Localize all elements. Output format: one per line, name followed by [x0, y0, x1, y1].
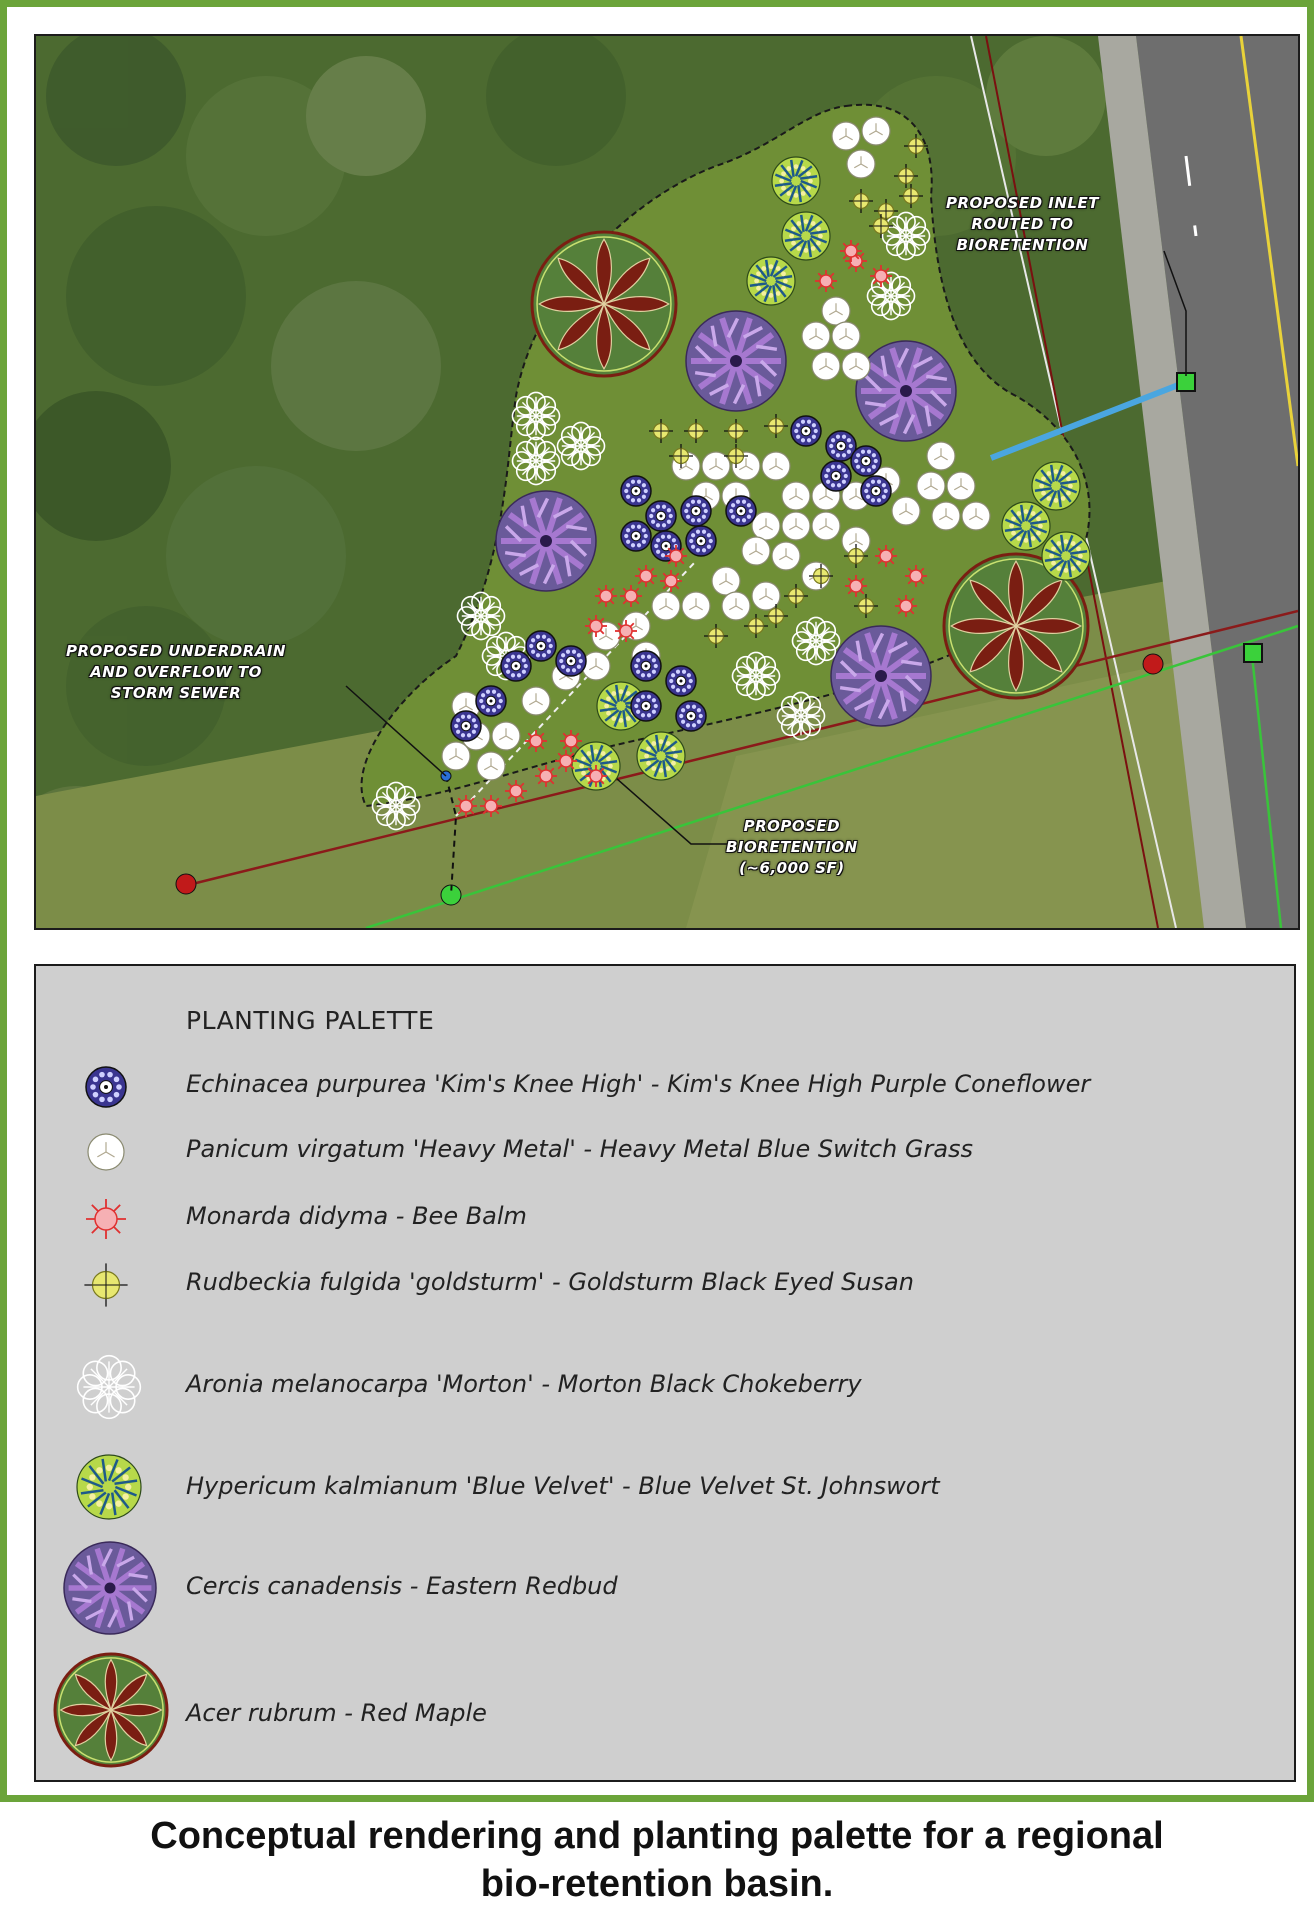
callout-proposed-underdrain: [66, 641, 286, 704]
purple-coneflower-icon: [686, 526, 716, 556]
callout-proposed-bioretention: [726, 816, 858, 879]
purple-coneflower-icon: [851, 446, 881, 476]
bee-balm-icon: [620, 585, 642, 607]
st-johnswort-icon: [1032, 462, 1080, 510]
bee-balm-icon: [560, 730, 582, 752]
bee-balm-icon: [840, 240, 862, 262]
caption-line: bio-retention basin.: [480, 1863, 834, 1905]
legend-label: Acer rubrum - Red Maple: [186, 1699, 487, 1727]
callout-proposed-inlet: [946, 193, 1099, 256]
purple-coneflower-icon: [821, 461, 851, 491]
legend-label: Panicum virgatum 'Heavy Metal' - Heavy Metal Blue Switch Grass: [186, 1135, 974, 1163]
switch-grass-icon: [772, 542, 800, 570]
switch-grass-icon: [832, 322, 860, 350]
bee-balm-icon: [585, 615, 607, 637]
st-johnswort-icon: [782, 212, 830, 260]
switch-grass-icon: [582, 652, 610, 680]
switch-grass-icon: [722, 592, 750, 620]
legend-label: Aronia melanocarpa 'Morton' - Morton Black Chokeberry: [186, 1370, 862, 1398]
callout-line: (~6,000 SF): [739, 859, 845, 877]
purple-coneflower-icon: [631, 691, 661, 721]
manhole-structure: [1244, 644, 1262, 662]
chokeberry-icon: [792, 617, 839, 664]
chokeberry-icon: [512, 437, 559, 484]
planting-palette-legend: [34, 964, 1296, 1782]
callout-line: PROPOSED: [743, 817, 841, 835]
switch-grass-icon: [962, 502, 990, 530]
purple-coneflower-icon: [791, 416, 821, 446]
redbud-icon: [686, 311, 786, 411]
switch-grass-icon: [752, 512, 780, 540]
switch-grass-icon: [947, 472, 975, 500]
legend-item: [36, 1651, 1236, 1771]
purple-coneflower-icon: [646, 501, 676, 531]
switch-grass-icon: [932, 502, 960, 530]
switch-grass-icon: [862, 117, 890, 145]
purple-coneflower-icon: [526, 631, 556, 661]
switch-grass-icon: [682, 592, 710, 620]
redbud-icon: [60, 1538, 160, 1638]
black-eyed-susan-icon: [81, 1260, 131, 1310]
legend-label: Rudbeckia fulgida 'goldsturm' - Goldsturm Black Eyed Susan: [186, 1268, 914, 1296]
callout-line: PROPOSED INLET: [946, 194, 1099, 212]
switch-grass-icon: [442, 742, 470, 770]
legend-title: PLANTING PALETTE: [186, 1006, 435, 1035]
legend-item: [36, 1056, 1236, 1116]
red-maple-icon: [52, 1651, 170, 1769]
redbud-icon: [831, 626, 931, 726]
legend-label: Hypericum kalmianum 'Blue Velvet' - Blue Velvet St. Johnswort: [186, 1472, 940, 1500]
purple-coneflower-icon: [681, 496, 711, 526]
switch-grass-icon: [712, 567, 740, 595]
legend-item: [36, 1346, 1236, 1426]
legend-label: Echinacea purpurea 'Kim's Knee High' - Kim's Knee High Purple Coneflower: [186, 1070, 1091, 1098]
switch-grass-icon: [782, 482, 810, 510]
purple-coneflower-icon: [631, 651, 661, 681]
purple-coneflower-icon: [476, 686, 506, 716]
purple-coneflower-icon: [451, 711, 481, 741]
purple-coneflower-icon: [621, 521, 651, 551]
switch-grass-icon: [822, 297, 850, 325]
switch-grass-icon: [742, 537, 770, 565]
caption-line: Conceptual rendering and planting palette for a regional: [150, 1815, 1164, 1857]
callout-line: STORM SEWER: [110, 684, 242, 702]
bee-balm-icon: [665, 545, 687, 567]
callout-line: AND OVERFLOW TO: [90, 663, 262, 681]
chokeberry-icon: [512, 392, 559, 439]
purple-coneflower-icon: [861, 476, 891, 506]
bee-balm-icon: [525, 730, 547, 752]
bee-balm-icon: [81, 1194, 131, 1244]
legend-item: [36, 1538, 1236, 1638]
switch-grass-icon: [477, 752, 505, 780]
bee-balm-icon: [555, 750, 577, 772]
legend-item: [36, 1188, 1236, 1248]
sewer-manhole: [1143, 654, 1163, 674]
bee-balm-icon: [870, 265, 892, 287]
purple-coneflower-icon: [621, 476, 651, 506]
callout-line: ROUTED TO: [971, 215, 1074, 233]
switch-grass-icon: [812, 512, 840, 540]
purple-coneflower-icon: [501, 651, 531, 681]
bee-balm-icon: [635, 565, 657, 587]
legend-item: [36, 1121, 1236, 1181]
figure-caption: [0, 1812, 1314, 1908]
bee-balm-icon: [595, 585, 617, 607]
bee-balm-icon: [505, 780, 527, 802]
purple-coneflower-icon: [666, 666, 696, 696]
switch-grass-icon: [492, 722, 520, 750]
purple-coneflower-icon: [556, 646, 586, 676]
chokeberry-icon: [882, 212, 929, 259]
switch-grass-icon: [847, 150, 875, 178]
st-johnswort-icon: [1042, 532, 1090, 580]
st-johnswort-icon: [637, 732, 685, 780]
bee-balm-icon: [660, 570, 682, 592]
bee-balm-icon: [585, 765, 607, 787]
st-johnswort-icon: [74, 1452, 144, 1522]
switch-grass-icon: [812, 352, 840, 380]
chokeberry-icon: [867, 272, 914, 319]
bee-balm-icon: [455, 795, 477, 817]
legend-item: [36, 1448, 1236, 1528]
chokeberry-icon: [74, 1352, 144, 1422]
bee-balm-icon: [875, 545, 897, 567]
site-plan-map: [34, 34, 1300, 930]
switch-grass-icon: [802, 322, 830, 350]
chokeberry-icon: [732, 652, 779, 699]
switch-grass-icon: [522, 687, 550, 715]
chokeberry-icon: [372, 782, 419, 829]
chokeberry-icon: [777, 692, 824, 739]
switch-grass-icon: [652, 592, 680, 620]
bee-balm-icon: [535, 765, 557, 787]
switch-grass-icon: [762, 452, 790, 480]
bee-balm-icon: [895, 595, 917, 617]
switch-grass-icon: [927, 442, 955, 470]
site-plan-drawing: [36, 36, 1298, 928]
red-maple-icon: [532, 232, 676, 376]
switch-grass-icon: [81, 1127, 131, 1177]
chokeberry-icon: [557, 422, 604, 469]
switch-grass-icon: [832, 122, 860, 150]
st-johnswort-icon: [1002, 502, 1050, 550]
st-johnswort-icon: [772, 157, 820, 205]
st-johnswort-icon: [747, 257, 795, 305]
callout-line: BIORETENTION: [956, 236, 1089, 254]
legend-label: Monarda didyma - Bee Balm: [186, 1202, 527, 1230]
purple-coneflower-icon: [676, 701, 706, 731]
bee-balm-icon: [845, 575, 867, 597]
bee-balm-icon: [480, 795, 502, 817]
purple-coneflower-icon: [726, 496, 756, 526]
bee-balm-icon: [615, 620, 637, 642]
bee-balm-icon: [815, 270, 837, 292]
callout-line: PROPOSED UNDERDRAIN: [66, 642, 286, 660]
switch-grass-icon: [917, 472, 945, 500]
switch-grass-icon: [892, 497, 920, 525]
chokeberry-icon: [457, 592, 504, 639]
callout-line: BIORETENTION: [726, 838, 858, 856]
switch-grass-icon: [842, 352, 870, 380]
redbud-icon: [856, 341, 956, 441]
sewer-manhole: [176, 874, 196, 894]
legend-label: Cercis canadensis - Eastern Redbud: [186, 1572, 618, 1600]
bee-balm-icon: [905, 565, 927, 587]
legend-item: [36, 1254, 1236, 1314]
redbud-icon: [496, 491, 596, 591]
switch-grass-icon: [782, 512, 810, 540]
purple-coneflower-icon: [81, 1062, 131, 1112]
